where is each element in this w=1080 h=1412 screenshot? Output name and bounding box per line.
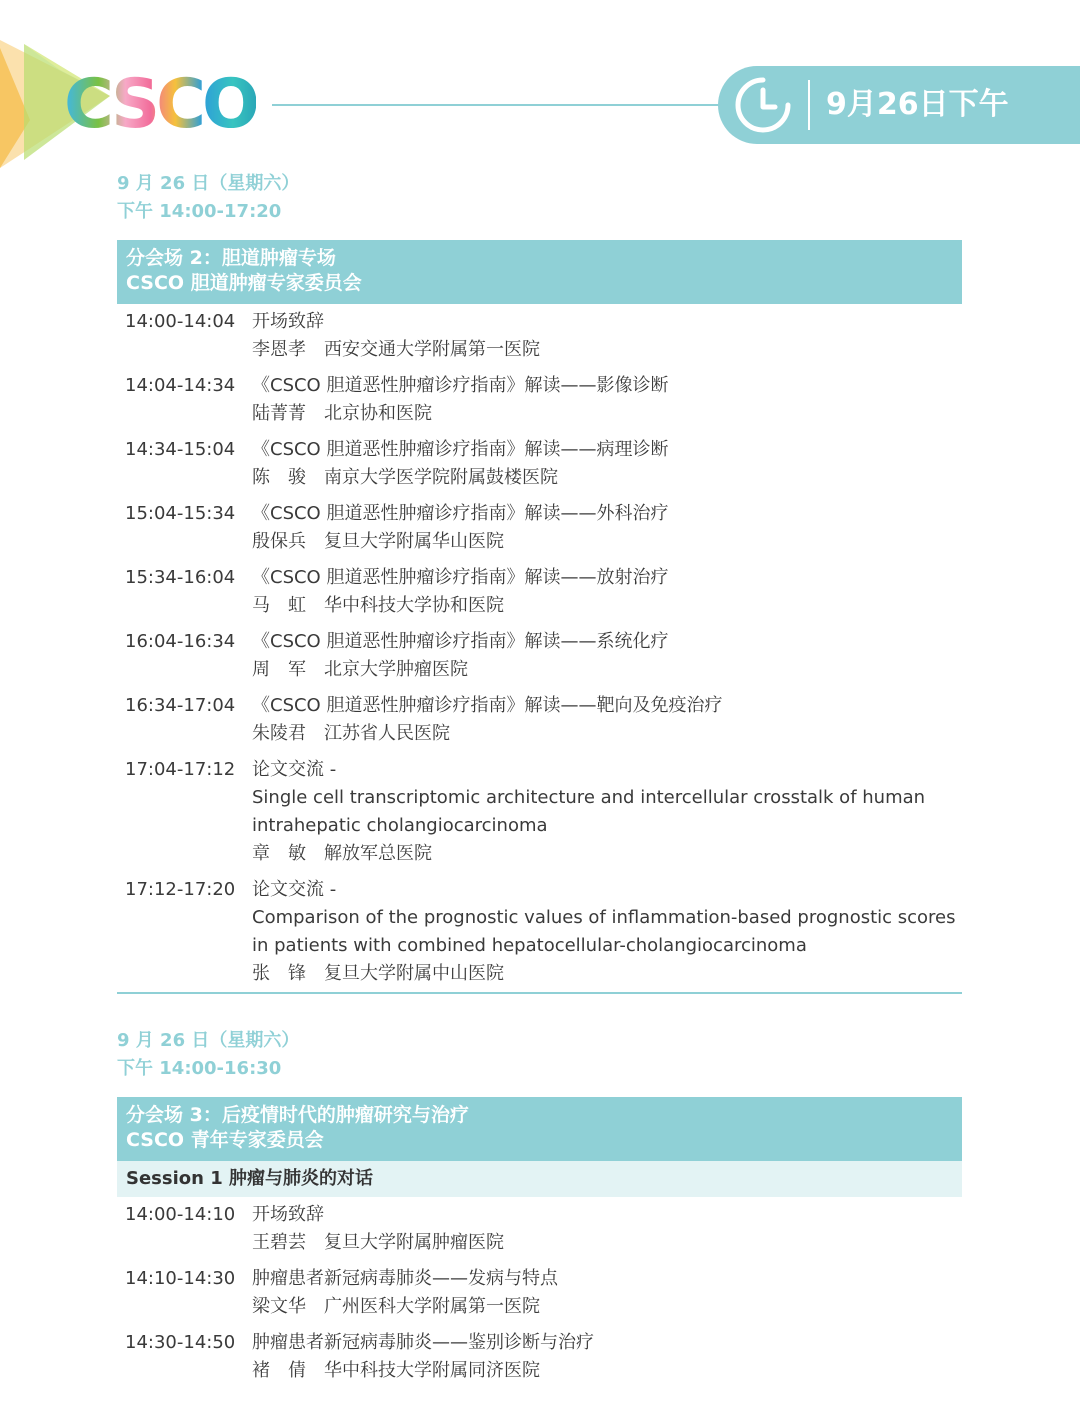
session-organizer: CSCO 胆道肿瘤专家委员会 [126,272,362,294]
date-badge [718,66,1080,144]
agenda-topic: 《CSCO 胆道恶性肿瘤诊疗指南》解读——靶向及免疫治疗 [252,695,723,716]
session-organizer: CSCO 青年专家委员会 [126,1129,324,1151]
session-banner [117,1097,962,1161]
agenda-time: 17:12-17:20 [125,879,236,900]
csco-logo: CSCO [64,65,256,144]
session-time: 下午 14:00-17:20 [117,201,282,222]
agenda-item [117,628,962,684]
session-title: 分会场 3：后疫情时代的肿瘤研究与治疗 [126,1104,469,1126]
agenda-time: 14:10-14:30 [125,1268,236,1289]
paper-title: Single cell transcriptomic architecture and intercellular crosstalk of human intrahepatic cholangiocarcinoma [252,787,926,836]
agenda-time: 16:34-17:04 [125,695,236,716]
speaker-name: 褚 倩 [252,1360,306,1381]
agenda-speaker [252,400,962,428]
agenda-item [117,1329,962,1385]
speaker-name: 马 虹 [252,595,306,616]
speaker-institution: 北京大学肿瘤医院 [324,659,468,680]
agenda-item [117,1201,962,1257]
agenda-speaker [252,1229,962,1257]
agenda-item [117,564,962,620]
agenda-item [117,876,962,988]
session-block-2 [117,170,962,994]
speaker-institution: 解放军总医院 [324,843,432,864]
agenda-time: 14:00-14:10 [125,1204,236,1225]
agenda-speaker [252,1357,962,1385]
agenda-speaker [252,720,962,748]
speaker-name: 殷保兵 [252,531,306,552]
speaker-name: 章 敏 [252,843,306,864]
speaker-name: 朱陵君 [252,723,306,744]
agenda-item [117,372,962,428]
session-time: 下午 14:00-16:30 [117,1058,282,1079]
speaker-institution: 复旦大学附属肿瘤医院 [324,1232,504,1253]
agenda-topic: 论文交流 - [252,759,337,780]
agenda-speaker [252,840,962,868]
speaker-institution: 西安交通大学附属第一医院 [324,339,540,360]
speaker-institution: 复旦大学附属中山医院 [324,963,504,984]
agenda-item [117,692,962,748]
section-divider [117,992,962,994]
agenda-topic: 《CSCO 胆道恶性肿瘤诊疗指南》解读——系统化疗 [252,631,669,652]
agenda-time: 14:04-14:34 [125,375,236,396]
session-date: 9 月 26 日（星期六） [117,173,300,194]
agenda-topic: 《CSCO 胆道恶性肿瘤诊疗指南》解读——病理诊断 [252,439,669,460]
session-date: 9 月 26 日（星期六） [117,1030,300,1051]
agenda-speaker [252,656,962,684]
agenda-list [117,308,962,988]
badge-divider [808,80,810,130]
speaker-name: 陈 骏 [252,467,306,488]
agenda-speaker [252,1293,962,1321]
speaker-institution: 南京大学医学院附属鼓楼医院 [324,467,558,488]
agenda-time: 16:04-16:34 [125,631,236,652]
speaker-institution: 华中科技大学附属同济医院 [324,1360,540,1381]
agenda-speaker [252,464,962,492]
agenda-list [117,1201,962,1385]
speaker-name: 李恩孝 [252,339,306,360]
agenda-time: 15:04-15:34 [125,503,236,524]
agenda-speaker [252,528,962,556]
agenda-time: 14:00-14:04 [125,311,236,332]
speaker-name: 张 锋 [252,963,306,984]
agenda-speaker [252,592,962,620]
speaker-institution: 北京协和医院 [324,403,432,424]
agenda-speaker [252,960,962,988]
speaker-name: 王碧芸 [252,1232,306,1253]
header-divider [272,104,732,106]
date-badge-text: 9月26日下午 [826,87,1009,122]
agenda-time: 15:34-16:04 [125,567,236,588]
paper-title: Comparison of the prognostic values of inflammation-based prognostic scores in patients with combined hepatocellular-cholangiocarcinoma [252,907,956,956]
agenda-topic: 论文交流 - [252,879,337,900]
agenda-item [117,436,962,492]
agenda-topic: 肿瘤患者新冠病毒肺炎——发病与特点 [252,1268,558,1289]
session-block-3 [117,1027,962,1385]
agenda-speaker [252,336,962,364]
agenda-topic: 《CSCO 胆道恶性肿瘤诊疗指南》解读——外科治疗 [252,503,669,524]
agenda-time: 17:04-17:12 [125,759,236,780]
speaker-name: 周 军 [252,659,306,680]
clock-icon [734,76,792,134]
agenda-item [117,756,962,868]
speaker-institution: 华中科技大学协和医院 [324,595,504,616]
session-banner [117,240,962,304]
speaker-institution: 复旦大学附属华山医院 [324,531,504,552]
agenda-item [117,308,962,364]
agenda-topic: 开场致辞 [252,1204,324,1225]
speaker-name: 陆菁菁 [252,403,306,424]
agenda-item [117,500,962,556]
agenda-item [117,1265,962,1321]
agenda-time: 14:34-15:04 [125,439,236,460]
page-header [0,0,1080,160]
speaker-institution: 广州医科大学附属第一医院 [324,1296,540,1317]
session-subtitle: Session 1 肿瘤与肺炎的对话 [117,1161,962,1197]
agenda-topic: 肿瘤患者新冠病毒肺炎——鉴别诊断与治疗 [252,1332,594,1353]
agenda-topic: 《CSCO 胆道恶性肿瘤诊疗指南》解读——影像诊断 [252,375,669,396]
speaker-institution: 江苏省人民医院 [324,723,450,744]
agenda-topic: 开场致辞 [252,311,324,332]
agenda-time: 14:30-14:50 [125,1332,236,1353]
speaker-name: 梁文华 [252,1296,306,1317]
agenda-topic: 《CSCO 胆道恶性肿瘤诊疗指南》解读——放射治疗 [252,567,669,588]
session-title: 分会场 2：胆道肿瘤专场 [126,247,336,269]
